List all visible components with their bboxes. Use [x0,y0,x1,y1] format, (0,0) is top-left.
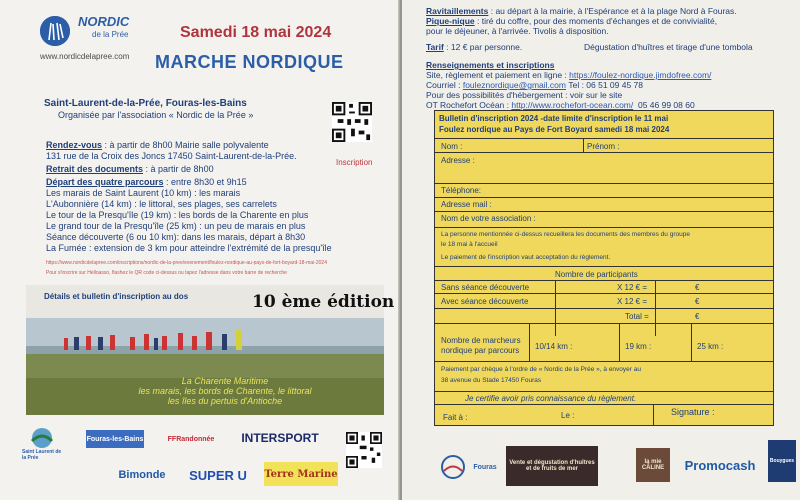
renseignements-title: Renseignements et inscriptions [426,60,555,70]
total-label: Total = [625,312,649,321]
logo-sub: de la Prée [92,30,129,39]
form-note: le 18 mai à l'accueil [441,241,498,248]
parcours-item: La Fumée : extension de 3 km pour atteindre l'extrémité de la presqu'île [46,243,332,253]
form-heading-2: Foulez nordique au Pays de Fort Boyard samedi 18 mai 2024 [439,125,670,134]
participants-heading: Nombre de participants [555,270,638,279]
km-19-field[interactable]: 19 km : [625,342,652,351]
paiement-note: Paiement par chèque à l'ordre de « Nordic de la Prée », à envoyer au [441,366,641,373]
parcours-item: Séance découverte (6 ou 10 km): dans les marais, départ à 8h30 [46,232,306,242]
form-note: La personne mentionnée ci-dessus recueillera les documents des membres du groupe [441,231,690,238]
logo-url[interactable]: www.nordicdelapree.com [40,52,130,61]
photo-overlay-line: les îles du pertuis d'Antioche [167,396,283,406]
euro-sign: € [695,312,700,321]
association-field[interactable]: Nom de votre association : [441,214,536,223]
tarif-extra: Dégustation d'huîtres et tirage d'une tombola [584,42,753,52]
parcours-item: Le tour de la Presqu'île (19 km) : les bords de la Charente en plus [46,210,309,220]
signature-field[interactable]: Signature : [671,407,715,417]
form-note: Le paiement de l'inscription vaut acceptation du règlement. [441,254,611,261]
paiement-address: 38 avenue du Stade 17450 Fouras [441,377,542,384]
fait-a-field[interactable]: Fait à : [443,413,468,422]
sponsor-bouygues: Bouygues [768,440,796,482]
sponsor-super-u: SUPER U [189,467,247,483]
mail-field[interactable]: Adresse mail : [441,200,492,209]
photo-caption: Détails et bulletin d'inscription au dos [44,292,189,301]
helloasso-url[interactable]: https://www.nordicdelapree.com/inscriptions/nordic-de-la-pree/evenement/foulez-nordique-au-pays-de-fort-boyard-18-mai-2024 [46,260,327,266]
parcours-item: Les marais de Saint Laurent (10 km) : les marais [46,188,241,198]
sponsor-saint-laurent: Saint Laurent de la Prée [22,424,62,464]
photo-overlay-line: les marais, les bords de Charente, le littoral [138,386,312,396]
event-location: Saint-Laurent-de-la-Prée, Fouras-les-Bains [44,98,247,109]
date-field[interactable]: Le : [561,411,575,420]
logo-name: NORDIC [78,14,130,29]
sponsor-ffrandonnee: FFRandonnée [167,435,215,443]
helloasso-note: Pour s'inscrire sur Helloasso, flashez le QR code ci-dessus ou tapez l'adresse dans votre barre de recherche [46,270,287,276]
prenom-field[interactable]: Prénom : [587,142,620,151]
qr-label: Inscription [336,158,373,167]
km-25-field[interactable]: 25 km : [697,342,724,351]
euro-sign: € [695,283,700,292]
photo-overlay-line: La Charente Maritime [181,376,269,386]
marcheurs-label: nordique par parcours [441,346,520,355]
office-tourisme: OT Rochefort Océan : http://www.rochefort-ocean.com/ 05 46 99 08 60 [426,100,695,110]
adresse-field[interactable]: Adresse : [441,156,475,165]
price-x12: X 12 € = [617,283,648,292]
avec-decouverte-label: Avec séance découverte [441,297,529,306]
edition-badge: 10 ème édition [252,292,395,312]
tarif: Tarif : 12 € par personne. [426,42,523,52]
fouras-logo-icon [438,454,468,480]
ot-link[interactable]: http://www.rochefort-ocean.com/ [511,100,634,110]
sponsor-mie-caline: la mie CÂLINE [636,448,670,482]
rendezvous: Rendez-vous : à partir de 8h00 Mairie salle polyvalente [46,140,269,150]
price-x12: X 12 € = [617,297,648,306]
site-link[interactable]: https://foulez-nordique.jimdofree.com/ [569,70,712,80]
sponsor-huitres: Vente et dégustation d'huîtres et de fruits de mer [506,446,598,486]
pique-nique-2: pour le déjeuner, à l'arrivée. Tivolis à disposition. [426,26,609,36]
km-10-14-field[interactable]: 10/14 km : [535,342,573,351]
nordic-logo-icon [40,16,70,46]
sponsor-fouras: Fouras-les-Bains [86,430,144,448]
event-title: MARCHE NORDIQUE [155,52,344,72]
saint-laurent-logo-icon [29,427,55,449]
sans-decouverte-label: Sans séance découverte [441,283,530,292]
qr-code-icon[interactable] [346,432,382,468]
pique-nique: Pique-nique : tiré du coffre, pour des moments d'échanges et de convivialité, [426,16,718,26]
sponsor-fouras: Fouras [473,463,497,471]
retrait: Retrait des documents : à partir de 8h00 [46,164,214,174]
event-organizer: Organisée par l'association « Nordic de la Prée » [58,110,254,120]
sponsor-bimonde: Bimonde [118,469,166,481]
nom-field[interactable]: Nom : [441,142,463,151]
address: 131 rue de la Croix des Joncs 17450 Saint-Laurent-de-la-Prée. [46,151,297,161]
renseignements-mail: Courriel : fouleznordique@gmail.com Tel : 06 51 09 45 78 [426,80,644,90]
sponsor-fouras-logo [436,452,470,482]
euro-sign: € [695,297,700,306]
telephone-field[interactable]: Téléphone: [441,186,482,195]
parcours-item: Le grand tour de la Presqu'île (25 km) : un peu de marais en plus [46,221,306,231]
form-heading-1: Bulletin d'inscription 2024 -date limite d'inscription le 11 mai [439,114,669,123]
parcours-item: L'Aubonnière (14 km) : le littoral, ses plages, ses carrelets [46,199,277,209]
qr-code-icon[interactable] [332,102,372,142]
depart: Départ des quatre parcours : entre 8h30 et 9h15 [46,177,247,187]
hebergement: Pour des possibilités d'hébergement : voir sur le site [426,90,623,100]
ravitaillements: Ravitaillements : au départ à la mairie, à l'Espérance et à la plage Nord à Fouras. [426,6,737,16]
marcheurs-label: Nombre de marcheurs [441,336,521,345]
renseignements-site: Site, règlement et paiement en ligne : https://foulez-nordique.jimdofree.com/ [426,70,712,80]
sponsor-terre-marine: Terre Marine [264,462,338,486]
certifie-note: Je certifie avoir pris connaissance du règlement. [465,394,637,403]
email-link[interactable]: fouleznordique@gmail.com [462,80,566,90]
sponsor-promocash: Promocash [684,457,756,473]
registration-form [434,110,774,426]
event-date: Samedi 18 mai 2024 [180,24,332,41]
sponsor-intersport: INTERSPORT [241,431,319,445]
